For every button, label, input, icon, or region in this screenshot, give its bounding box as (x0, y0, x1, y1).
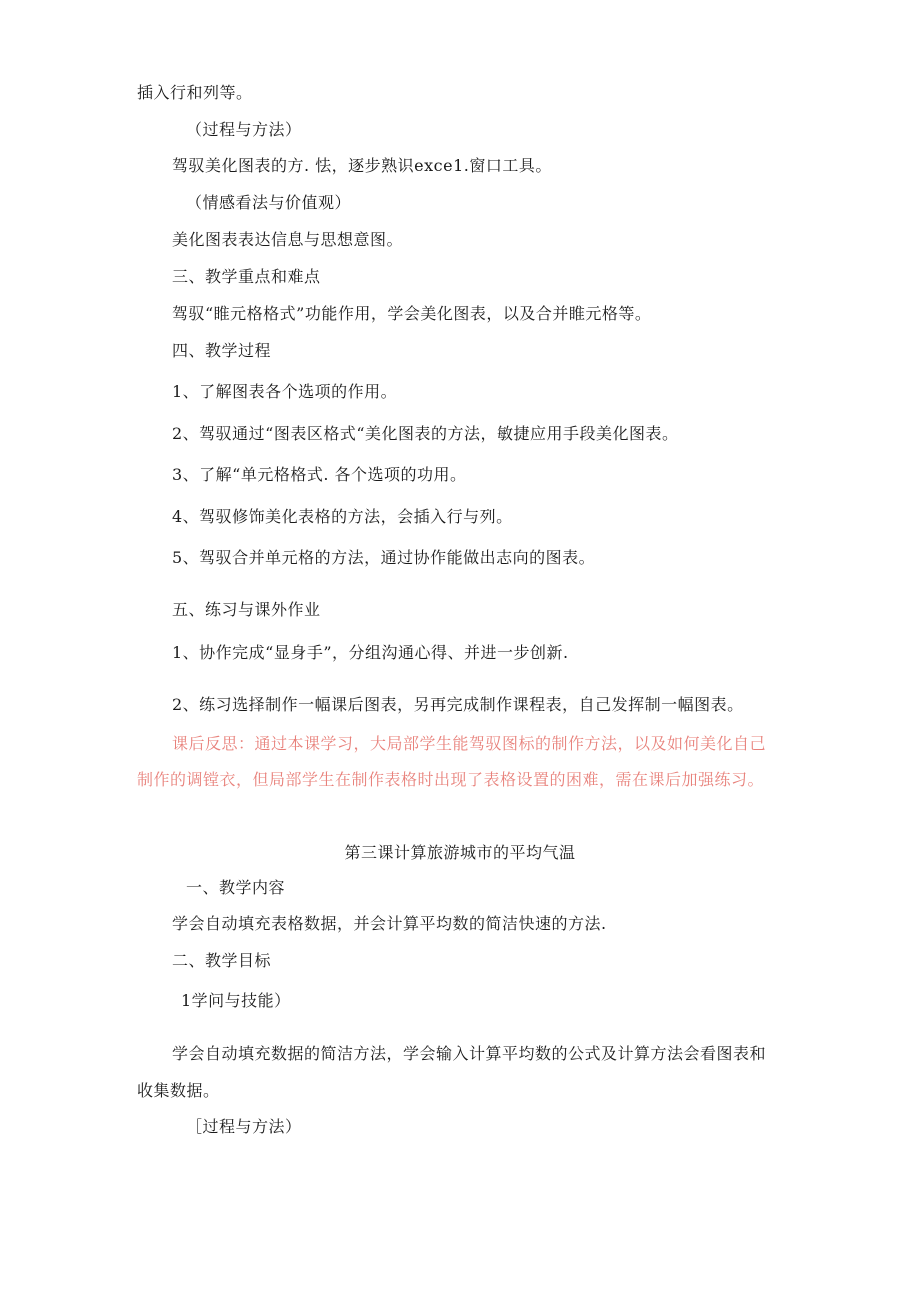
paragraph-express-info: 美化图表表达信息与思想意图。 (172, 230, 404, 249)
paragraph-autofill: 学会自动填充表格数据，并会计算平均数的简洁快速的方法. (172, 914, 607, 933)
list-item-5: 5、驾驭合并单元格的方法，通过协作能做出志向的图表。 (172, 548, 596, 567)
section-heading-content: 一、教学内容 (186, 878, 286, 897)
heading-emotion-values: （情感看法与价值观） (186, 193, 352, 212)
paragraph-master-beautify: 驾驭美化图表的方. 怯，逐步熟识exce1.窗口工具。 (172, 156, 552, 175)
list-item-3: 3、了解“单元格格式. 各个选项的功用。 (172, 465, 467, 484)
lesson-title: 第三课计算旅游城市的平均气温 (344, 843, 576, 862)
list-item-1: 1、了解图表各个选项的作用。 (172, 382, 398, 401)
heading-knowledge-skills: 1学问与技能） (181, 991, 291, 1010)
list-item-2: 2、驾驭通过“图表区格式“美化图表的方法，敏捷应用手段美化图表。 (172, 424, 679, 443)
paragraph-cell-format: 驾驭“睢元格格式”功能作用，学会美化图表，以及合并睢元格等。 (172, 304, 652, 323)
reflection-line-2: 制作的调镗衣，但局部学生在制作表格时出现了表格设置的困难，需在课后加强练习。 (137, 770, 765, 789)
reflection-line-1: 课后反思：通过本课学习，大局部学生能驾驭图标的制作方法，以及如何美化自己 (172, 734, 767, 753)
paragraph-learn-autofill-2: 收集数据。 (137, 1081, 220, 1100)
section-heading-exercises: 五、练习与课外作业 (172, 600, 321, 619)
exercise-item-1: 1、协作完成“显身手”，分组沟通心得、并进一步创新. (172, 643, 569, 662)
list-item-4: 4、驾驭修饰美化表格的方法，会插入行与列。 (172, 507, 513, 526)
section-heading-goals: 二、教学目标 (172, 951, 272, 970)
paragraph-insert-rows: 插入行和列等。 (137, 83, 253, 102)
exercise-item-2: 2、练习选择制作一幅课后图表，另再完成制作课程表，自己发挥制一幅图表。 (172, 695, 744, 714)
section-heading-key-points: 三、教学重点和难点 (172, 267, 321, 286)
heading-process-method-2: ［过程与方法） (186, 1117, 302, 1136)
heading-process-method: （过程与方法） (186, 120, 302, 139)
section-heading-teaching-process: 四、教学过程 (172, 341, 272, 360)
paragraph-learn-autofill-1: 学会自动填充数据的简洁方法，学会输入计算平均数的公式及计算方法会看图表和 (172, 1044, 767, 1063)
